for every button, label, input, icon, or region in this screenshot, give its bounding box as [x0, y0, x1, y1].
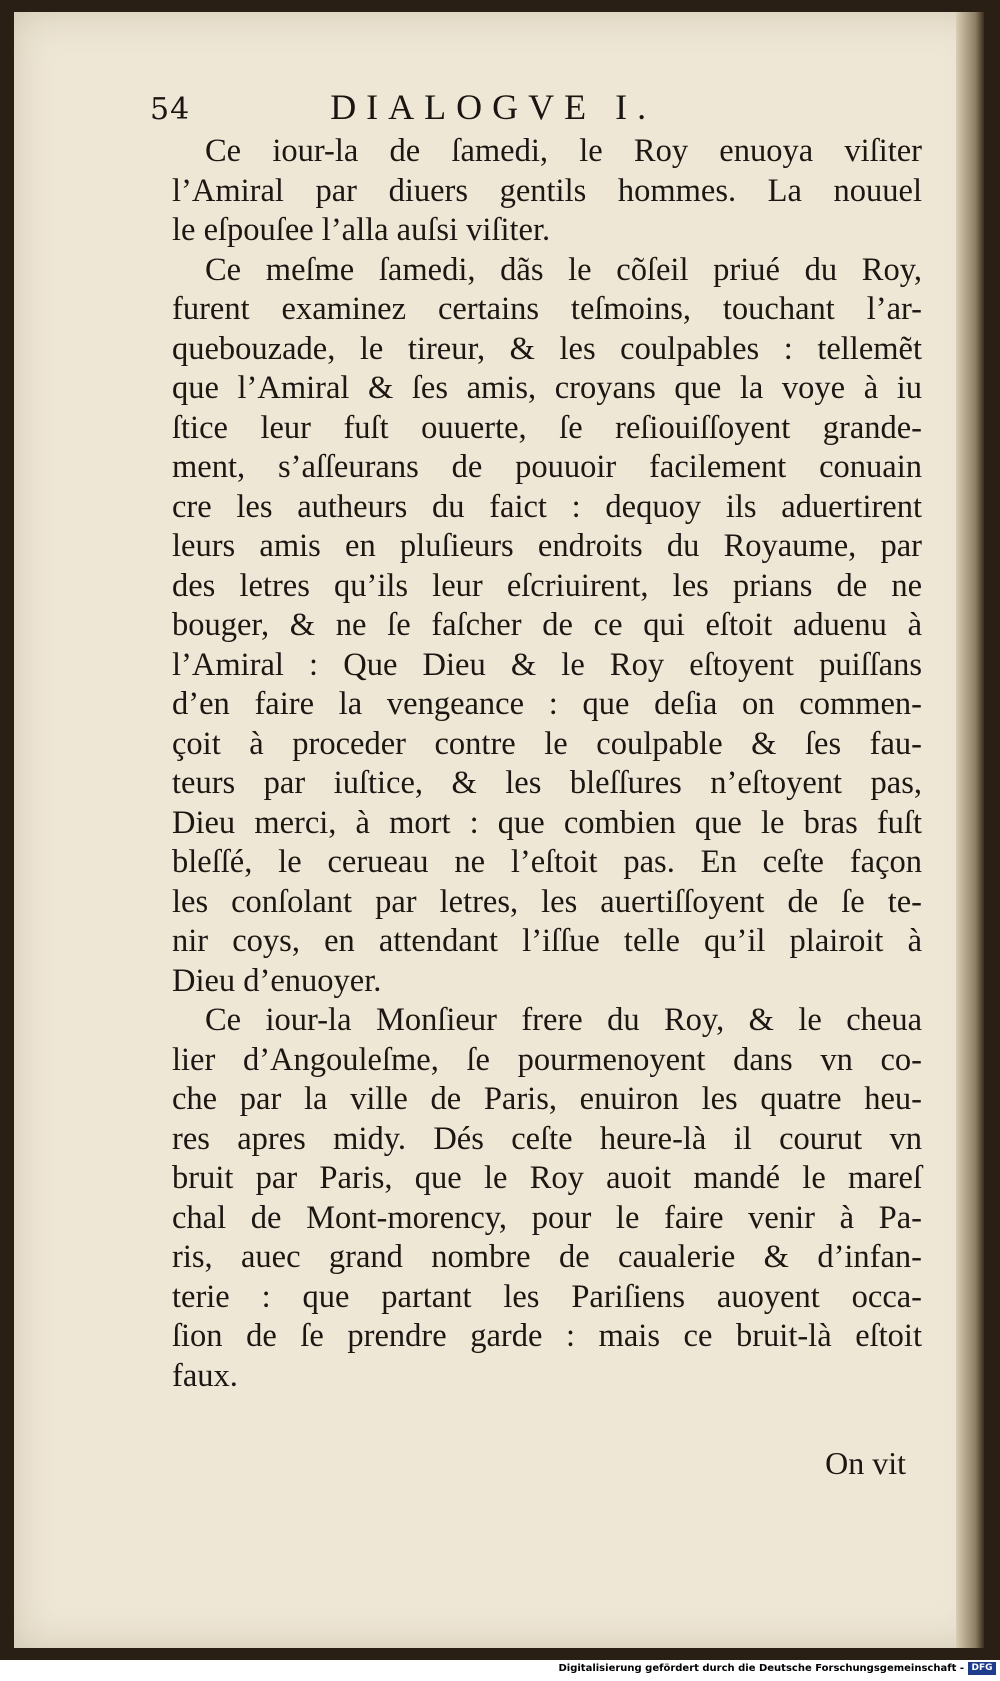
text-line: bruit par Paris, que le Roy auoit mandé le mareſ: [172, 1160, 922, 1196]
page-header: [150, 86, 730, 136]
text-line: Dieu merci, à mort : que combien que le bras fuſt: [172, 804, 922, 841]
text-line: les conſolant par letres, les auertiſſoyent de ſe te-: [172, 883, 922, 920]
text-line: Dieu d’enuoyer.: [172, 962, 382, 999]
text-line: nir coys, en attendant l’iſſue telle qu’il plairoit à: [172, 923, 922, 959]
text-line: bouger, & ne ſe faſcher de ce qui eſtoit aduenu à: [172, 607, 922, 643]
book-spine-edge: [956, 12, 984, 1648]
text-line: res apres midy. Dés ceſte heure-là il courut vn: [172, 1120, 922, 1157]
body-text: [172, 132, 922, 1396]
page-number: 54: [150, 92, 191, 127]
text-line: furent examinez certains teſmoins, touchant l’ar-: [172, 291, 922, 327]
text-line: faux.: [172, 1357, 238, 1394]
text-line: quebouzade, le tireur, & les coulpables : tellemẽt: [172, 330, 922, 367]
text-line: chal de Mont-morency, pour le faire venir à Pa-: [172, 1199, 922, 1236]
text-line: l’Amiral par diuers gentils hommes. La nouuel: [172, 172, 922, 209]
running-head: DIALOGVE I.: [330, 87, 657, 127]
dfg-logo: DFG: [968, 1662, 996, 1675]
text-line: çoit à proceder contre le coulpable & ſes fau-: [172, 725, 922, 762]
catchword: On vit: [825, 1445, 906, 1481]
funding-credit: Digitalisierung gefördert durch die Deutsche Forschungsgemeinschaft -: [558, 1663, 964, 1674]
text-line: d’en faire la vengeance : que deſia on commen-: [172, 686, 922, 722]
text-line: cre les autheurs du faict : dequoy ils aduertirent: [172, 488, 922, 525]
text-line: Ce iour-la de ſamedi, le Roy enuoya viſiter: [205, 133, 922, 169]
text-line: lier d’Angouleſme, ſe pourmenoyent dans vn co-: [172, 1041, 922, 1078]
text-line: des letres qu’ils leur eſcriuirent, les prians de ne: [172, 567, 922, 604]
text-line: ſtice leur fuſt ouuerte, ſe reſiouiſſoyent grande-: [172, 409, 922, 446]
text-line: teurs par iuſtice, & les bleſſures n’eſtoyent pas,: [172, 765, 922, 801]
text-line: leurs amis en pluſieurs endroits du Royaume, par: [172, 528, 922, 564]
text-line: Ce meſme ſamedi, dãs le cõſeil priué du Roy,: [205, 251, 922, 288]
text-line: bleſſé, le cerueau ne l’eſtoit pas. En ceſte façon: [172, 844, 922, 880]
text-line: che par la ville de Paris, enuiron les quatre heu-: [172, 1081, 922, 1117]
text-line: que l’Amiral & ſes amis, croyans que la voye à iu: [172, 370, 922, 406]
text-line: ris, auec grand nombre de caualerie & d’infan-: [172, 1239, 922, 1275]
text-line: ment, s’aſſeurans de pouuoir facilement conuain: [172, 449, 922, 485]
text-line: ſion de ſe prendre garde : mais ce bruit-là eſtoit: [172, 1318, 922, 1354]
text-line: le eſpouſee l’alla auſsi viſiter.: [172, 212, 551, 248]
text-line: terie : que partant les Pariſiens auoyent occa-: [172, 1278, 922, 1315]
text-line: l’Amiral : Que Dieu & le Roy eſtoyent puiſſans: [172, 646, 922, 683]
text-line: Ce iour-la Monſieur frere du Roy, & le cheua: [205, 1002, 922, 1038]
